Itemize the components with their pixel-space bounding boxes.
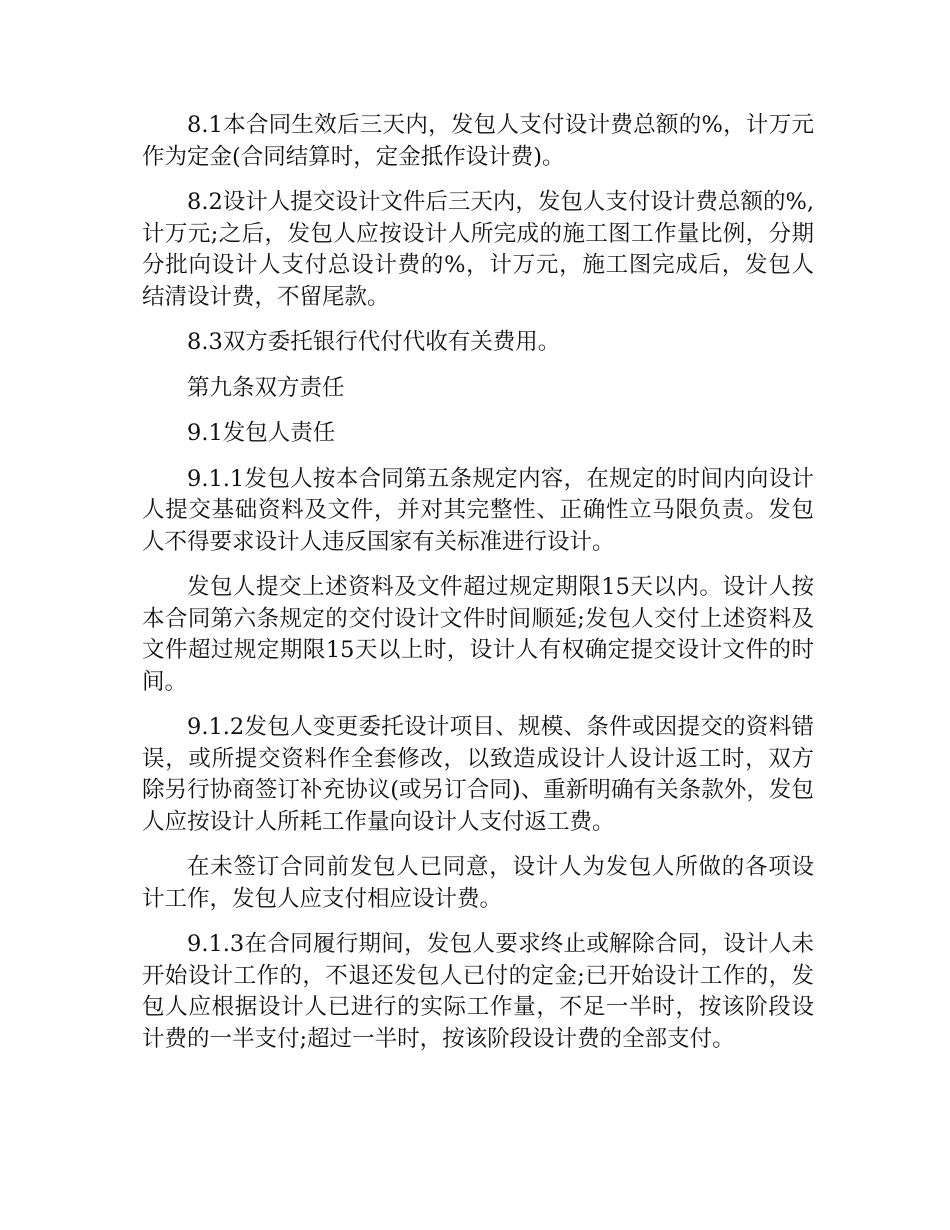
clause-9-1-3: 9.1.3在合同履行期间，发包人要求终止或解除合同，设计人未开始设计工作的，不退还发包人已付的定金;已开始设计工作的，发包人应根据设计人已进行的实际工作量，不足一半时，按该阶段设计费的一半支付;超过一半时，按该阶段设计费的全部支付。 (142, 931, 814, 1052)
clause-9-1-1: 9.1.1发包人按本合同第五条规定内容，在规定的时间内向设计人提交基础资料及文件，并对其完整性、正确性立马限负责。发包人不得要求设计人违反国家有关标准进行设计。 (142, 465, 814, 555)
clause-8-2: 8.2设计人提交设计文件后三天内，发包人支付设计费总额的%,计万元;之后，发包人应按设计人所完成的施工图工作量比例，分期分批向设计人支付总设计费的%，计万元，施工图完成后，发包人结清设计费，不留尾款。 (142, 189, 814, 310)
clause-9-1-1-continued: 发包人提交上述资料及文件超过规定期限15天以内。设计人按本合同第六条规定的交付设计文件时间顺延;发包人交付上述资料及文件超过规定期限15天以上时，设计人有权确定提交设计文件的时间。 (142, 574, 814, 695)
clause-9-1-2-continued: 在未签订合同前发包人已同意，设计人为发包人所做的各项设计工作，发包人应支付相应设计费。 (142, 854, 814, 912)
clause-8-1: 8.1本合同生效后三天内，发包人支付设计费总额的%，计万元作为定金(合同结算时，定金抵作设计费)。 (142, 112, 814, 170)
article-9-heading: 第九条双方责任 (187, 374, 345, 401)
clause-9-1-2: 9.1.2发包人变更委托设计项目、规模、条件或因提交的资料错误，或所提交资料作全套修改，以致造成设计人设计返工时，双方除另行协商签订补充协议(或另订合同)、重新明确有关条款外，发包人应按设计人所耗工作量向设计人支付返工费。 (142, 714, 814, 835)
clause-8-3: 8.3双方委托银行代付代收有关费用。 (187, 329, 561, 355)
document-page (142, 110, 814, 1069)
section-9-1-heading: 9.1发包人责任 (187, 420, 336, 446)
